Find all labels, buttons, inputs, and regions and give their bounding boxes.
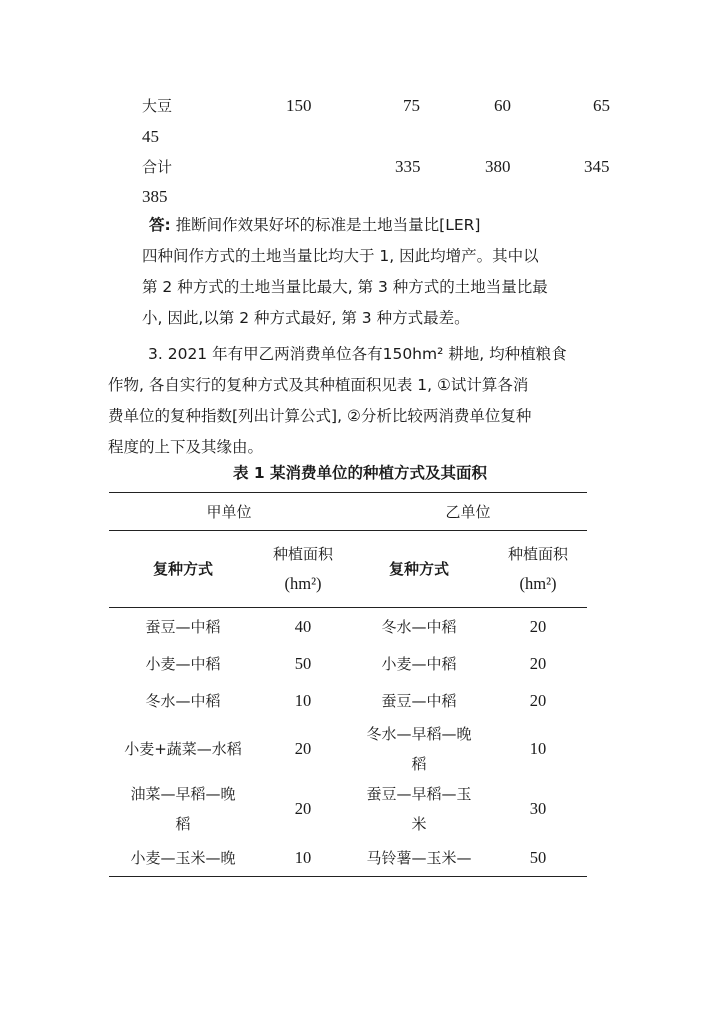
cell-a-method: 冬水—中稻 <box>145 692 221 710</box>
cell-a-area: 10 <box>294 690 312 710</box>
cell-a-method: 小麦—玉米—晚 <box>109 839 257 877</box>
table-caption: 表 1 某消费单位的种植方式及其面积 <box>232 464 488 482</box>
row-total-name: 合计 <box>142 158 173 176</box>
row-soybean-value-d: 65 <box>593 96 610 115</box>
cell-b-area: 30 <box>529 799 547 818</box>
col-area-b-unit: (hm²) <box>519 574 557 593</box>
row-total-value-b: 335 <box>395 157 421 176</box>
cell-a-area: 40 <box>294 616 312 636</box>
row-total-value-d: 345 <box>584 157 610 176</box>
unit-b-header: 乙单位 <box>349 493 587 531</box>
answer-label: 答: <box>149 216 171 234</box>
cell-b-method-line-1: 蚕豆—早稻—玉 <box>366 785 472 803</box>
question-line-3: 费单位的复种指数[列出计算公式], ②分析比较两消费单位复种 <box>108 407 532 425</box>
table-row <box>109 682 587 719</box>
row-soybean-value-c: 60 <box>494 96 511 115</box>
question-line-1: 3. 2021 年有甲乙两消费单位各有150hm² 耕地, 均种植粮食 <box>148 345 567 363</box>
table-row <box>109 719 587 779</box>
cell-b-method: 蚕豆—中稻 <box>381 692 457 710</box>
table-row <box>109 839 587 877</box>
cell-b-method: 冬水—中稻 <box>381 618 457 636</box>
table-column-header-row <box>109 531 587 608</box>
col-method-b: 复种方式 <box>349 531 489 608</box>
cell-b-method-line-1: 冬水—早稻—晚 <box>366 725 472 743</box>
row-total-value-e: 385 <box>142 187 168 206</box>
cell-a-area: 20 <box>294 739 312 758</box>
answer-line-2: 四种间作方式的土地当量比均大于 1, 因此均增产。其中以 <box>142 247 539 265</box>
cell-a-method-line-2: 稻 <box>175 815 191 833</box>
unit-a-header: 甲单位 <box>109 493 349 531</box>
cell-b-area: 10 <box>529 739 547 758</box>
cell-b-area: 20 <box>529 653 547 673</box>
cell-b-method-line-2: 稻 <box>411 755 427 773</box>
cell-a-area: 20 <box>294 799 312 818</box>
cell-a-method: 小麦—中稻 <box>145 655 221 673</box>
row-soybean-value-e: 45 <box>142 127 159 146</box>
row-soybean-value-b: 75 <box>403 96 420 115</box>
col-area-a-label: 种植面积 <box>272 545 333 563</box>
cell-a-area: 10 <box>257 839 349 877</box>
cell-b-method <box>349 719 489 779</box>
cell-a-method: 小麦+蔬菜—水稻 <box>124 740 242 758</box>
table-row <box>109 608 587 646</box>
table-row <box>109 779 587 839</box>
cell-b-method <box>349 779 489 839</box>
cell-b-area: 20 <box>529 616 547 636</box>
cell-a-area: 50 <box>294 653 312 673</box>
answer-line-3: 第 2 种方式的土地当量比最大, 第 3 种方式的土地当量比最 <box>142 278 548 296</box>
question-line-2: 作物, 各自实行的复种方式及其种植面积见表 1, ①试计算各消 <box>108 376 529 394</box>
answer-paragraph <box>142 210 612 334</box>
col-area-b <box>489 531 587 608</box>
answer-line-1: 推断间作效果好坏的标准是土地当量比[LER] <box>175 216 481 234</box>
cell-a-method: 蚕豆—中稻 <box>145 618 221 636</box>
row-soybean-value-a: 150 <box>286 96 312 115</box>
planting-table <box>109 492 587 877</box>
col-area-a-unit: (hm²) <box>284 574 322 593</box>
cell-b-area: 50 <box>489 839 587 877</box>
question-line-4: 程度的上下及其缘由。 <box>108 438 264 456</box>
answer-line-4: 小, 因此,以第 2 种方式最好, 第 3 种方式最差。 <box>142 309 470 327</box>
table-row <box>109 645 587 682</box>
row-total-value-c: 380 <box>485 157 511 176</box>
cell-b-method: 马铃薯—玉米— <box>349 839 489 877</box>
row-soybean-name: 大豆 <box>142 97 173 115</box>
question-paragraph <box>108 339 618 463</box>
cell-a-method <box>109 779 257 839</box>
col-method-a: 复种方式 <box>109 531 257 608</box>
col-area-a <box>257 531 349 608</box>
col-area-b-label: 种植面积 <box>507 545 568 563</box>
table-unit-header-row <box>109 493 587 531</box>
cell-a-method-line-1: 油菜—早稻—晚 <box>130 785 236 803</box>
cell-b-method-line-2: 米 <box>411 815 427 833</box>
cell-b-method: 小麦—中稻 <box>381 655 457 673</box>
cell-b-area: 20 <box>529 690 547 710</box>
